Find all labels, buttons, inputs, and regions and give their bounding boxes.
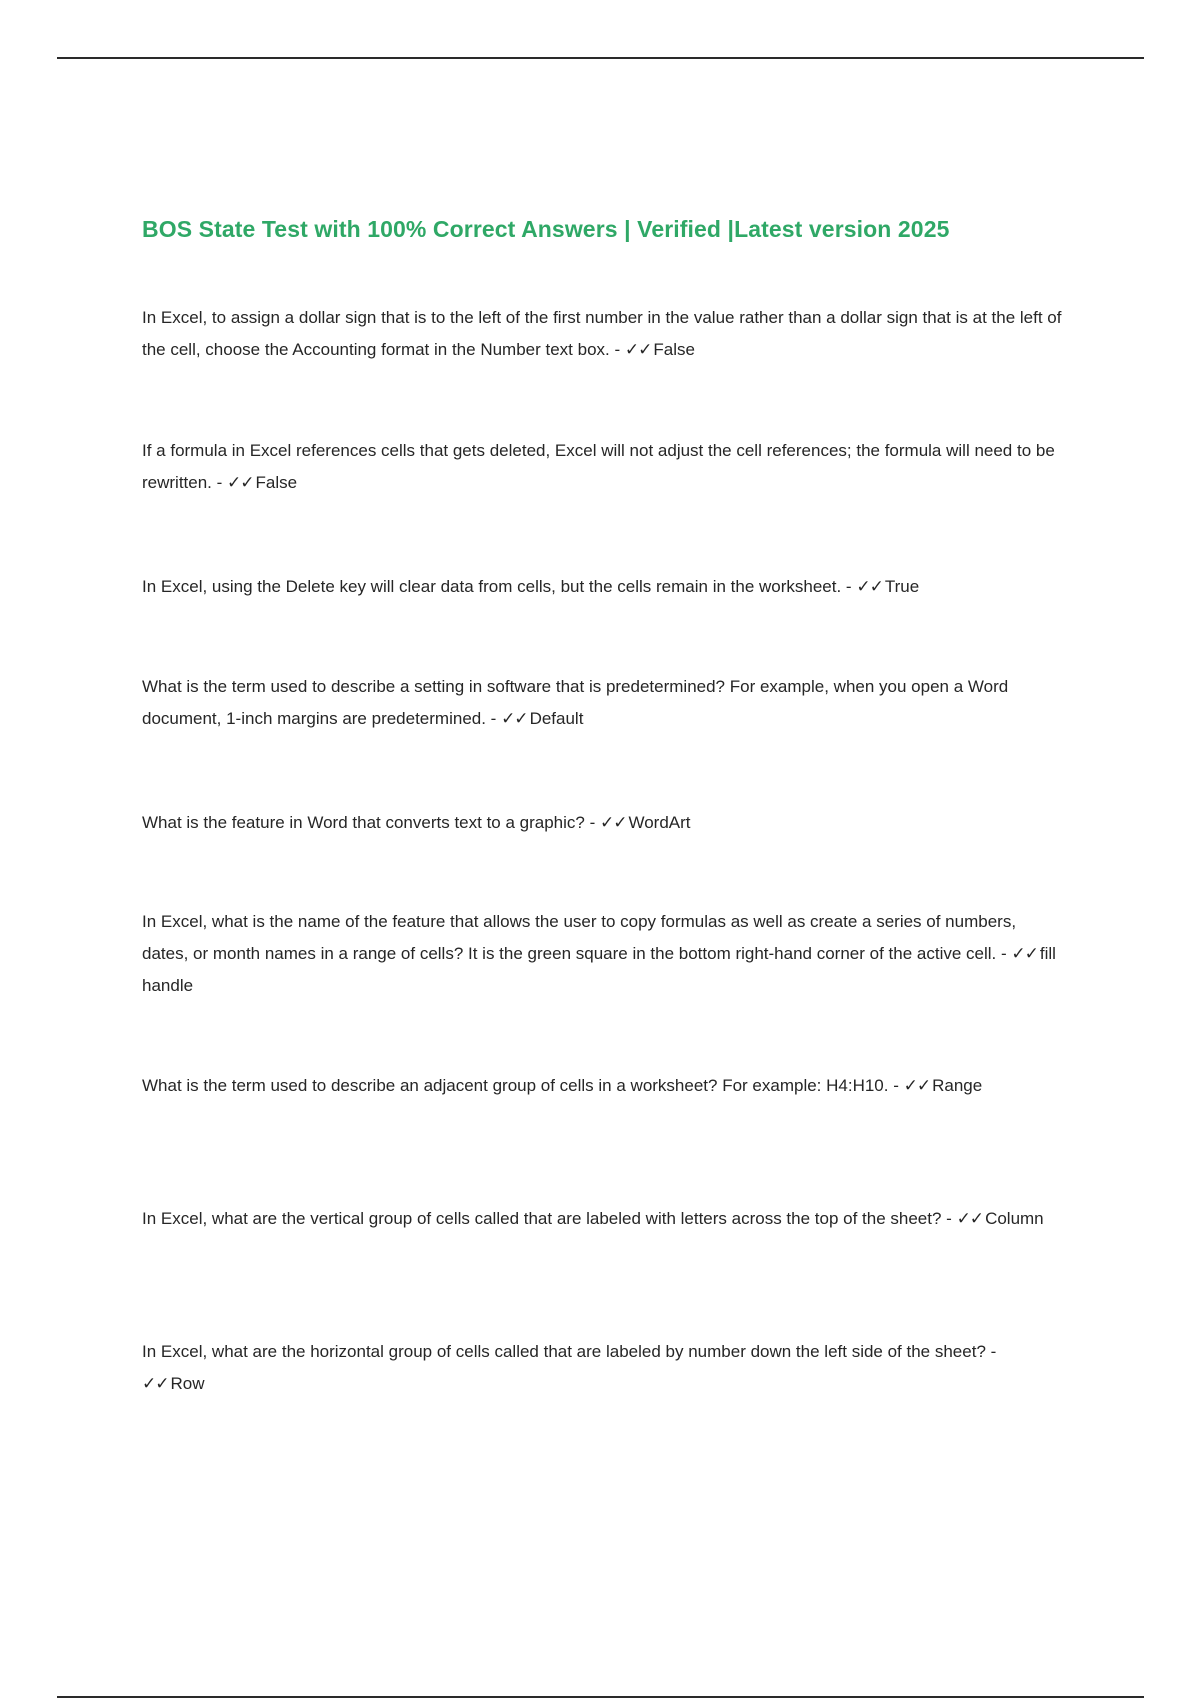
question-text: If a formula in Excel references cells that gets deleted, Excel will not adjust the cell references; the formula will need to be rewritten. - — [142, 441, 1055, 492]
qa-item-4 — [142, 671, 1062, 735]
check-mark-icon: ✓✓ — [956, 1209, 984, 1228]
qa-item-5 — [142, 807, 1062, 839]
qa-item-1 — [142, 302, 1062, 366]
qa-item-6 — [142, 906, 1062, 1002]
qa-item-7 — [142, 1070, 1062, 1102]
question-text: In Excel, what are the vertical group of cells called that are labeled with letters across the top of the sheet? - — [142, 1209, 957, 1228]
question-text: In Excel, to assign a dollar sign that is to the left of the first number in the value rather than a dollar sign that is at the left of the cell, choose the Accounting format in the Number text box. - — [142, 308, 1062, 359]
answer-text: Range — [932, 1076, 983, 1095]
answer-text: fill handle — [142, 944, 1056, 995]
check-mark-icon: ✓✓ — [1011, 944, 1038, 963]
qa-item-9 — [142, 1336, 1062, 1400]
bottom-rule — [57, 1696, 1144, 1698]
check-mark-icon: ✓✓ — [227, 473, 254, 492]
check-mark-icon: ✓✓ — [856, 577, 883, 596]
answer-text: Column — [985, 1209, 1044, 1228]
answer-text: Default — [529, 709, 584, 728]
check-mark-icon: ✓✓ — [903, 1076, 931, 1095]
answer-text: False — [255, 473, 298, 492]
question-text: In Excel, what is the name of the feature that allows the user to copy formulas as well as create a series of numbers, dates, or month names in a range of cells? It is the green square in the bottom right-hand corner of the active cell. - — [142, 912, 1017, 963]
top-rule — [57, 57, 1144, 59]
question-text: What is the feature in Word that converts text to a graphic? - — [142, 813, 600, 832]
check-mark-icon: ✓✓ — [624, 340, 652, 359]
answer-text: WordArt — [628, 813, 691, 832]
question-text: What is the term used to describe an adjacent group of cells in a worksheet? For example: H4:H10. - — [142, 1076, 904, 1095]
check-mark-icon: ✓✓ — [142, 1374, 169, 1393]
question-text: What is the term used to describe a setting in software that is predetermined? For example, when you open a Word document, 1-inch margins are predetermined. - — [142, 677, 1009, 728]
answer-text: False — [653, 340, 695, 359]
question-text: In Excel, what are the horizontal group of cells called that are labeled by number down the left side of the sheet? - — [142, 1342, 997, 1361]
qa-item-8 — [142, 1203, 1062, 1235]
document-title: BOS State Test with 100% Correct Answers | Verified |Latest version 2025 — [142, 216, 950, 242]
answer-text: Row — [170, 1374, 205, 1393]
check-mark-icon: ✓✓ — [501, 709, 528, 728]
question-text: In Excel, using the Delete key will clear data from cells, but the cells remain in the worksheet. - — [142, 577, 857, 596]
qa-item-2 — [142, 435, 1062, 499]
answer-text: True — [884, 577, 920, 596]
qa-item-3 — [142, 571, 1062, 603]
check-mark-icon: ✓✓ — [599, 813, 627, 832]
